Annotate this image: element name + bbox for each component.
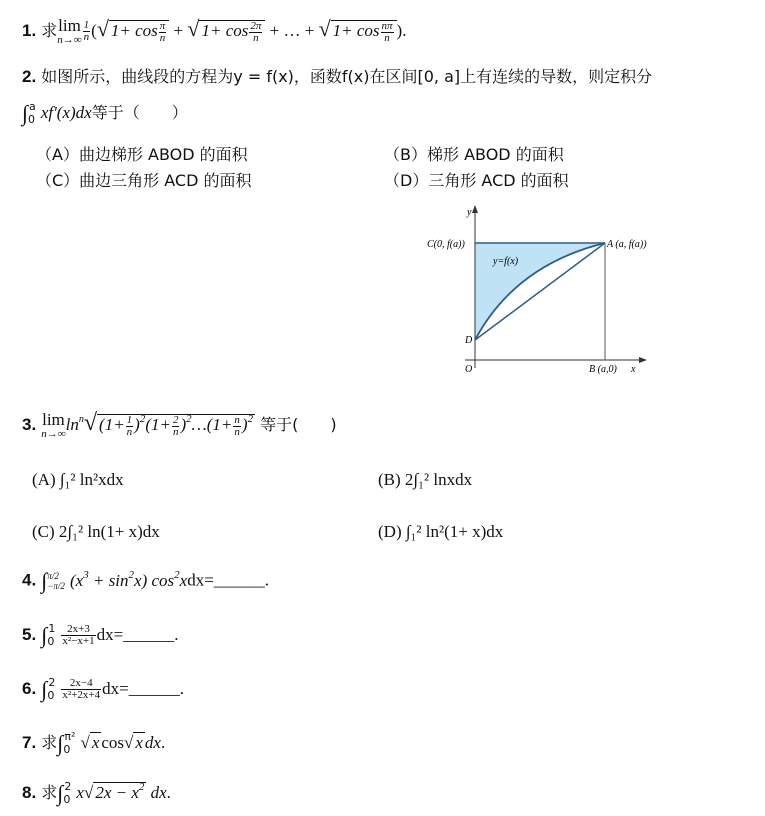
answer-blank: dx=______. [96, 625, 179, 644]
question-1: 1. 求 lim n→∞ $\frac{1}{n}$ (√ 1+ cos $\frac{\pi}{n}$ + √ 1+ cos $\frac{2\pi}{n}$ + … + √ 1+ cos $\frac{n\pi}{n}$ ). [22, 16, 407, 46]
limit: lim n→∞ [57, 16, 82, 46]
label-a: A (a, f(a)) [607, 239, 647, 250]
label-b: B (a,0) [589, 364, 617, 375]
question-4: 4. ∫π/2 −π/2 $(x^3 + \sin^2x)$ $\cos^2xdx=\_\_\_\_\_\_$. [22, 568, 270, 593]
q3-option-a: (A) ∫₁² ln²xdx [32, 470, 124, 489]
question-number: 3. [22, 415, 37, 434]
question-suffix: 等于( ) [260, 415, 337, 434]
question-8: 8. 求$\int_0^2$ x√ $2x - x^2$ dx. [22, 780, 171, 806]
x-axis-arrow [639, 357, 647, 363]
question-2-integral: $\int_0^a$ xf'(x)dx等于（ ） [22, 100, 188, 126]
question-number: 7. [22, 733, 37, 752]
answer-blank: dx=______. [187, 570, 270, 590]
question-number: 8. [22, 783, 37, 802]
question-7: 7. 求$\int_0^{\pi^2}$ √ x cos√ x dx. [22, 730, 166, 756]
label-d: D [465, 335, 473, 346]
option-d: （D）三角形 ACD 的面积 [384, 171, 569, 190]
question-6: 6. $\int_0^2$ $\frac{2x-4}{\text{x²+2x+4}}$ dx=______. [22, 676, 184, 702]
label-curve: y=f(x) [493, 256, 519, 267]
option-b: （B）梯形 ABOD 的面积 [384, 145, 564, 164]
question-number: 2. [22, 67, 37, 86]
option-c: （C）曲边三角形 ACD 的面积 [36, 171, 252, 190]
question-3: 3. lim n→∞ $\ln^n√$ (1+ $\frac{1}{n}$ )$^2$(1+ $\frac{2}{n}$ )$^2$…(1+ $\frac{n}{n}$ )$^2$ 等于( ) [22, 410, 337, 440]
question-prefix: 求 [41, 21, 58, 40]
label-o: O [465, 364, 473, 375]
y-axis-arrow [472, 205, 478, 213]
option-a: （A）曲边梯形 ABOD 的面积 [36, 145, 248, 164]
question-number: 1. [22, 21, 37, 40]
question-2 [22, 64, 652, 87]
question-number: 4. [22, 570, 37, 590]
fraction: $\frac{1}{n}$ [83, 19, 90, 43]
question-prefix: 求 [41, 783, 58, 802]
q3-option-b: (B) 2∫₁² lnxdx [378, 470, 473, 489]
area-figure [425, 200, 665, 380]
q3-option-c: (C) 2∫₁² ln(1+ x)dx [32, 522, 160, 541]
label-y: y [467, 207, 472, 218]
label-x: x [631, 364, 636, 375]
label-c: C(0, f(a)) [427, 239, 465, 250]
question-5: 5. $\int_0^1$ $\frac{2x+3}{\text{x²−x+1}}$ dx=______. [22, 622, 179, 648]
question-number: 6. [22, 679, 37, 698]
question-prefix: 求 [41, 733, 58, 752]
q3-option-d: (D) ∫₁² ln²(1+ x)dx [378, 522, 504, 541]
answer-blank: dx=______. [102, 679, 184, 698]
question-text: 如图所示，曲线段的方程为y = f(x)，函数f(x)在区间[0, a]上有连续的导数，则定积分 [41, 67, 653, 86]
question-number: 5. [22, 625, 37, 644]
